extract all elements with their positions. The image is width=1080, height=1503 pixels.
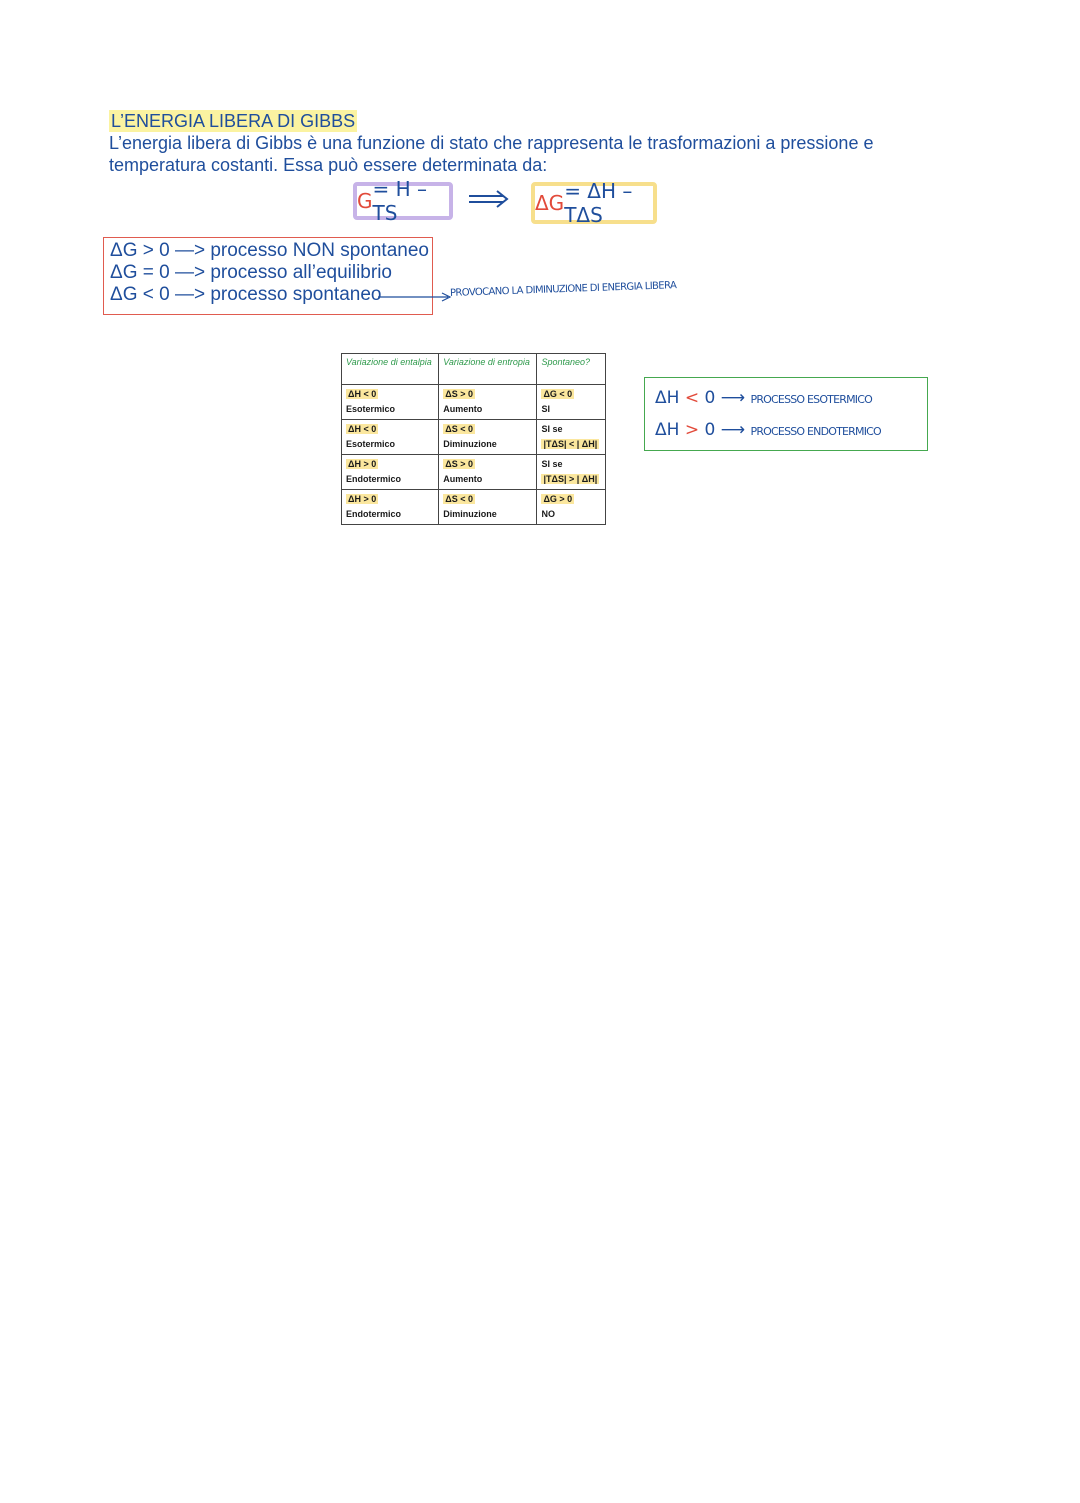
table-cell [537, 385, 606, 420]
header-entropy: Variazione di entropia [439, 354, 537, 385]
exothermic-text: PROCESSO ESOTERMICO [750, 393, 872, 406]
table-header-row [342, 354, 606, 385]
formula-g-symbol: G [357, 189, 373, 213]
cell-value: ΔH < 0 [348, 389, 377, 399]
table-cell [439, 455, 537, 490]
condition-zero: ΔG = 0 —> processo all’equilibrio [110, 262, 392, 283]
implies-arrow-icon [467, 188, 511, 210]
cell-label: NO [541, 509, 555, 519]
cell-label: Aumento [443, 404, 483, 414]
enthalpy-note-box [644, 377, 928, 451]
table-cell [342, 420, 439, 455]
formula-g-rest: = H – TS [372, 177, 428, 225]
delta-h-label: ΔH [655, 420, 680, 440]
cell-label: SI se [541, 459, 563, 469]
cell-value: ΔG < 0 [543, 389, 573, 399]
cell-label: Esotermico [346, 439, 396, 449]
cell-label: SI [541, 404, 550, 414]
header-enthalpy: Variazione di entalpia [342, 354, 439, 385]
formula-dg-rest: = ΔH – TΔS [564, 179, 633, 227]
cell-value: ΔG > 0 [543, 494, 573, 504]
table-row [342, 385, 606, 420]
cell-value: ΔH > 0 [348, 494, 377, 504]
note-arrow-icon [378, 290, 454, 304]
formula-g-box [353, 177, 453, 225]
cell-label: Esotermico [346, 404, 396, 414]
arrow-icon: ⟶ [720, 388, 746, 408]
cell-value: |TΔS| < | ΔH| [543, 439, 598, 449]
endothermic-row [655, 420, 881, 440]
table-cell [439, 490, 537, 525]
header-spontaneous: Spontaneo? [537, 354, 606, 385]
table-cell [439, 420, 537, 455]
cell-label: Diminuzione [443, 439, 497, 449]
table-row [342, 490, 606, 525]
cell-label: Endotermico [346, 474, 402, 484]
table-cell [342, 490, 439, 525]
page-title: L’ENERGIA LIBERA DI GIBBS [111, 111, 356, 131]
condition-negative: ΔG < 0 —> processo spontaneo [110, 284, 382, 305]
cell-value: ΔS < 0 [445, 424, 473, 434]
formula-dg-symbol: ΔG [535, 191, 565, 215]
cell-label: Diminuzione [443, 509, 497, 519]
table-cell [342, 455, 439, 490]
cell-value: ΔH > 0 [348, 459, 377, 469]
cell-value: ΔH < 0 [348, 424, 377, 434]
table-cell [537, 420, 606, 455]
cell-value: ΔS < 0 [445, 494, 473, 504]
table-cell [439, 385, 537, 420]
zero-label: 0 [704, 388, 716, 408]
formula-dg-box [531, 179, 657, 227]
table-cell [342, 385, 439, 420]
cell-label: SI se [541, 424, 563, 434]
table-row [342, 455, 606, 490]
table-cell [537, 490, 606, 525]
endothermic-text: PROCESSO ENDOTERMICO [750, 425, 881, 438]
arrow-icon: ⟶ [720, 420, 746, 440]
table-cell [537, 455, 606, 490]
sign-greater: > [684, 420, 700, 440]
exothermic-row [655, 388, 872, 408]
sign-less: < [684, 388, 700, 408]
table-row [342, 420, 606, 455]
intro-paragraph: L’energia libera di Gibbs è una funzione di stato che rappresenta le trasformazioni a pressione e temperatura costanti. Essa può essere determinata da: [109, 133, 874, 175]
condition-positive: ΔG > 0 —> processo NON spontaneo [110, 240, 429, 261]
spontaneity-table [341, 353, 606, 525]
cell-value: ΔS > 0 [445, 459, 473, 469]
delta-h-label: ΔH [655, 388, 680, 408]
handwritten-note: PROVOCANO LA DIMINUZIONE DI ENERGIA LIBERA [449, 280, 677, 299]
cell-label: Aumento [443, 474, 483, 484]
cell-label: Endotermico [346, 509, 402, 519]
zero-label: 0 [704, 420, 716, 440]
cell-value: |TΔS| > | ΔH| [543, 474, 598, 484]
cell-value: ΔS > 0 [445, 389, 473, 399]
